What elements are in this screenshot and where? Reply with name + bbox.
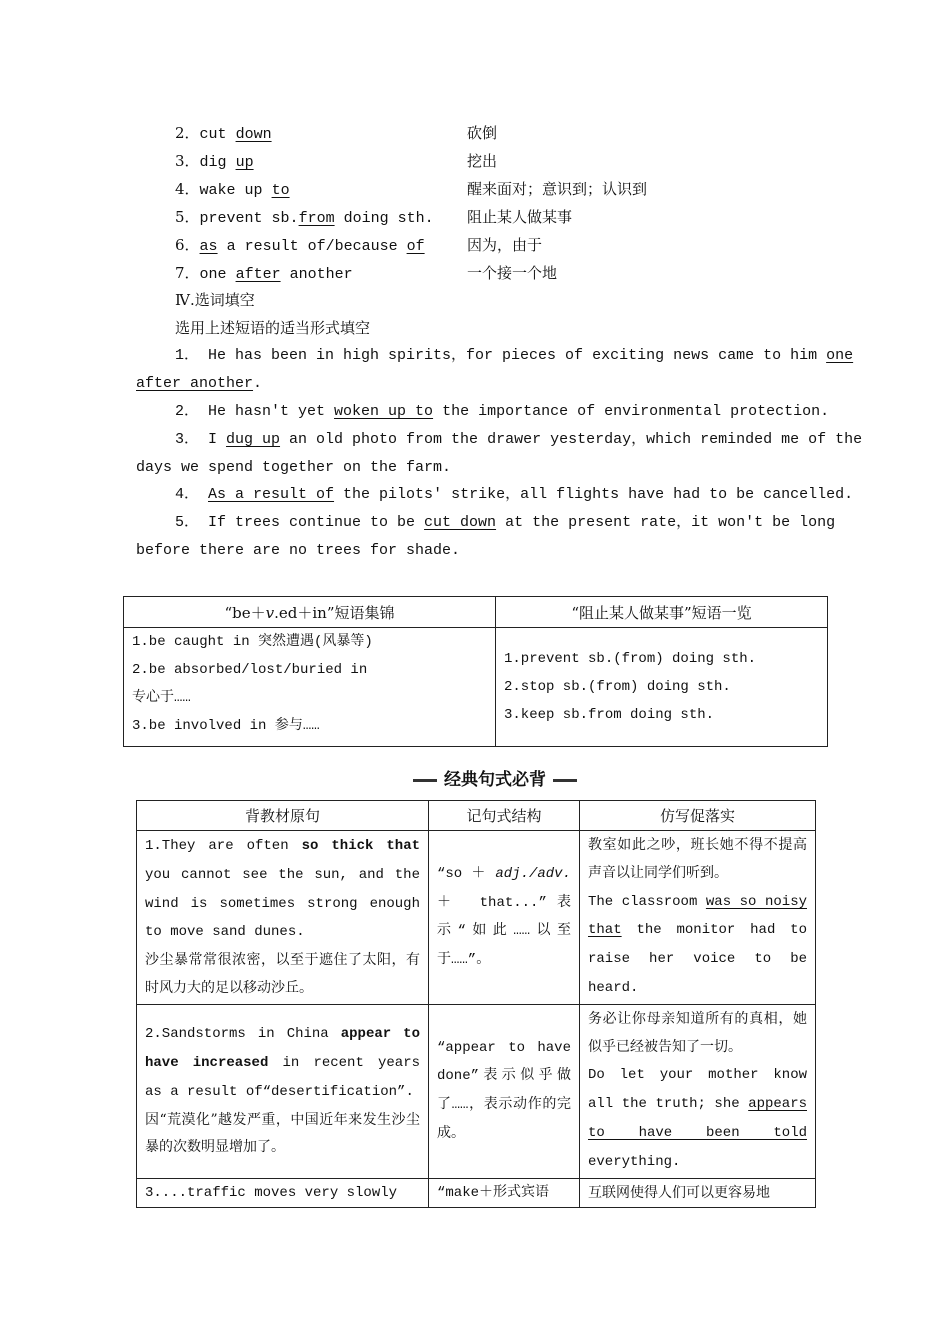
- table-row: [137, 1004, 816, 1178]
- list-item: 3.be involved in 参与……: [132, 718, 320, 734]
- practice-answer: appears to have been told: [588, 1096, 807, 1141]
- exercise-sentence: 2． He hasn't yet woken up to the importance of environmental protection.: [175, 403, 830, 420]
- phrase-text: dig: [199, 154, 236, 171]
- table-cell: [496, 628, 828, 747]
- list-item: 专心于……: [132, 690, 191, 706]
- phrase-number: 6．: [175, 236, 200, 254]
- key-pattern: so thick that: [301, 838, 421, 854]
- exercise-answer: dug up: [226, 431, 281, 448]
- phrase-text: prevent sb.: [199, 210, 299, 227]
- table-header: “阻止某人做某事”短语一览: [496, 597, 828, 628]
- table-cell: “appear to have done”表示似乎做了……，表示动作的完成。: [429, 1004, 580, 1178]
- phrase-item: [175, 119, 272, 149]
- exercise-sentence: 5． If trees continue to be cut down at the present rate，it won't be long: [175, 514, 836, 531]
- translation: 务必让你母亲知道所有的真相，她似乎已经被告知了一切。: [588, 1010, 807, 1055]
- table-row: [137, 1178, 816, 1208]
- phrase-meaning: 醒来面对；意识到；认识到: [467, 180, 648, 198]
- phrase-answer: after: [235, 266, 281, 283]
- translation: 因“荒漠化”越发严重，中国近年来发生沙尘暴的次数明显增加了。: [145, 1111, 420, 1156]
- table-cell: 互联网使得人们可以更容易地: [580, 1178, 816, 1208]
- exercise-answer: after another: [136, 375, 254, 392]
- phrase-answer: up: [235, 154, 254, 171]
- table-cell: 务必让你母亲知道所有的真相，她似乎已经被告知了一切。 Do let your mother know all the truth; she appears to have been told everything.: [580, 1004, 816, 1178]
- translation: 沙尘暴常常很浓密，以至于遮住了太阳，有时风力大的足以移动沙丘。: [145, 952, 420, 996]
- phrase-item: [175, 203, 434, 233]
- table-header: “be＋v.ed＋in”短语集锦: [124, 597, 496, 628]
- phrase-item: [175, 259, 353, 289]
- phrase-answer: of: [406, 238, 425, 255]
- table-header: 仿写促落实: [580, 801, 816, 831]
- phrase-number: 3．: [175, 152, 200, 170]
- phrase-summary-table: [123, 596, 828, 747]
- table-header: 记句式结构: [429, 801, 580, 831]
- table-cell: 教室如此之吵，班长她不得不提高声音以让同学们听到。 The classroom was so noisy that the monitor had to raise her voice to be heard.: [580, 831, 816, 1005]
- exercise-answer: woken up to: [334, 403, 434, 420]
- table-row: [137, 831, 816, 1005]
- phrase-text: a result of/because: [217, 238, 407, 255]
- table-cell: “make＋形式宾语: [429, 1178, 580, 1208]
- section-instruction: 选用上述短语的适当形式填空: [175, 319, 371, 337]
- phrase-text: another: [280, 266, 353, 283]
- section-title: Ⅳ.选词填空: [175, 291, 255, 309]
- exercise-answer: cut down: [424, 514, 497, 531]
- table-header: 背教材原句: [137, 801, 429, 831]
- phrase-answer: as: [199, 238, 218, 255]
- phrase-meaning: 一个接一个地: [467, 264, 558, 282]
- phrase-number: 4．: [175, 180, 200, 198]
- phrase-answer: from: [298, 210, 335, 227]
- exercise-sentence: 1． He has been in high spirits，for pieces of exciting news came to him one: [175, 347, 854, 364]
- exercise-sentence: 4． As a result of the pilots' strike，all flights have had to be cancelled.: [175, 486, 854, 503]
- list-item: 1.prevent sb.(from) doing sth.: [504, 651, 757, 667]
- table-cell: 1.They are often so thick that you cannot see the sun, and the wind is sometimes strong enough to move sand dunes. 沙尘暴常常很浓密，以至于遮住了太阳，有时风力大的足以移动沙丘。: [137, 831, 429, 1005]
- phrase-number: 2．: [175, 124, 200, 142]
- phrase-number: 5．: [175, 208, 200, 226]
- sentence-pattern-table: [136, 800, 816, 1208]
- phrase-text: doing sth.: [334, 210, 434, 227]
- practice-answer: was so noisy that: [588, 893, 807, 939]
- phrase-meaning: 挖出: [467, 152, 498, 170]
- section-banner: [413, 768, 575, 792]
- exercise-answer: As a result of: [208, 486, 335, 503]
- phrase-text: wake up: [199, 182, 272, 199]
- table-cell: “so ＋ adj./adv. ＋ that...”表示“如此……以至于……”。: [429, 831, 580, 1005]
- phrase-meaning: 砍倒: [467, 124, 498, 142]
- phrase-meaning: 阻止某人做某事: [467, 208, 573, 226]
- phrase-item: [175, 147, 254, 177]
- exercise-sentence: before there are no trees for shade.: [136, 542, 461, 559]
- exercise-answer: one: [826, 347, 854, 364]
- phrase-text: one: [199, 266, 236, 283]
- banner-title: 经典句式必背: [444, 770, 546, 790]
- list-item: 3.keep sb.from doing sth.: [504, 707, 715, 723]
- phrase-answer: down: [235, 126, 272, 143]
- exercise-sentence: 3． I dug up an old photo from the drawer yesterday，which reminded me of the: [175, 431, 863, 448]
- key-pattern: appear to have increased: [145, 1026, 420, 1071]
- table-cell: 2.Sandstorms in China appear to have increased in recent years as a result of“desertification”. 因“荒漠化”越发严重，中国近年来发生沙尘暴的次数明显增加了。: [137, 1004, 429, 1178]
- phrase-item: [175, 231, 425, 261]
- translation: 教室如此之吵，班长她不得不提高声音以让同学们听到。: [588, 837, 807, 881]
- table-cell: [124, 628, 496, 747]
- table-cell: 3....traffic moves very slowly: [137, 1178, 429, 1208]
- phrase-number: 7．: [175, 264, 200, 282]
- phrase-item: [175, 175, 290, 205]
- phrase-text: cut: [199, 126, 236, 143]
- phrase-meaning: 因为，由于: [467, 236, 543, 254]
- exercise-sentence: after another.: [136, 375, 263, 392]
- phrase-answer: to: [271, 182, 290, 199]
- list-item: 2.be absorbed/lost/buried in: [132, 662, 368, 678]
- exercise-sentence: days we spend together on the farm.: [136, 459, 452, 476]
- list-item: 2.stop sb.(from) doing sth.: [504, 679, 731, 695]
- list-item: 1.be caught in 突然遭遇(风暴等): [132, 634, 373, 650]
